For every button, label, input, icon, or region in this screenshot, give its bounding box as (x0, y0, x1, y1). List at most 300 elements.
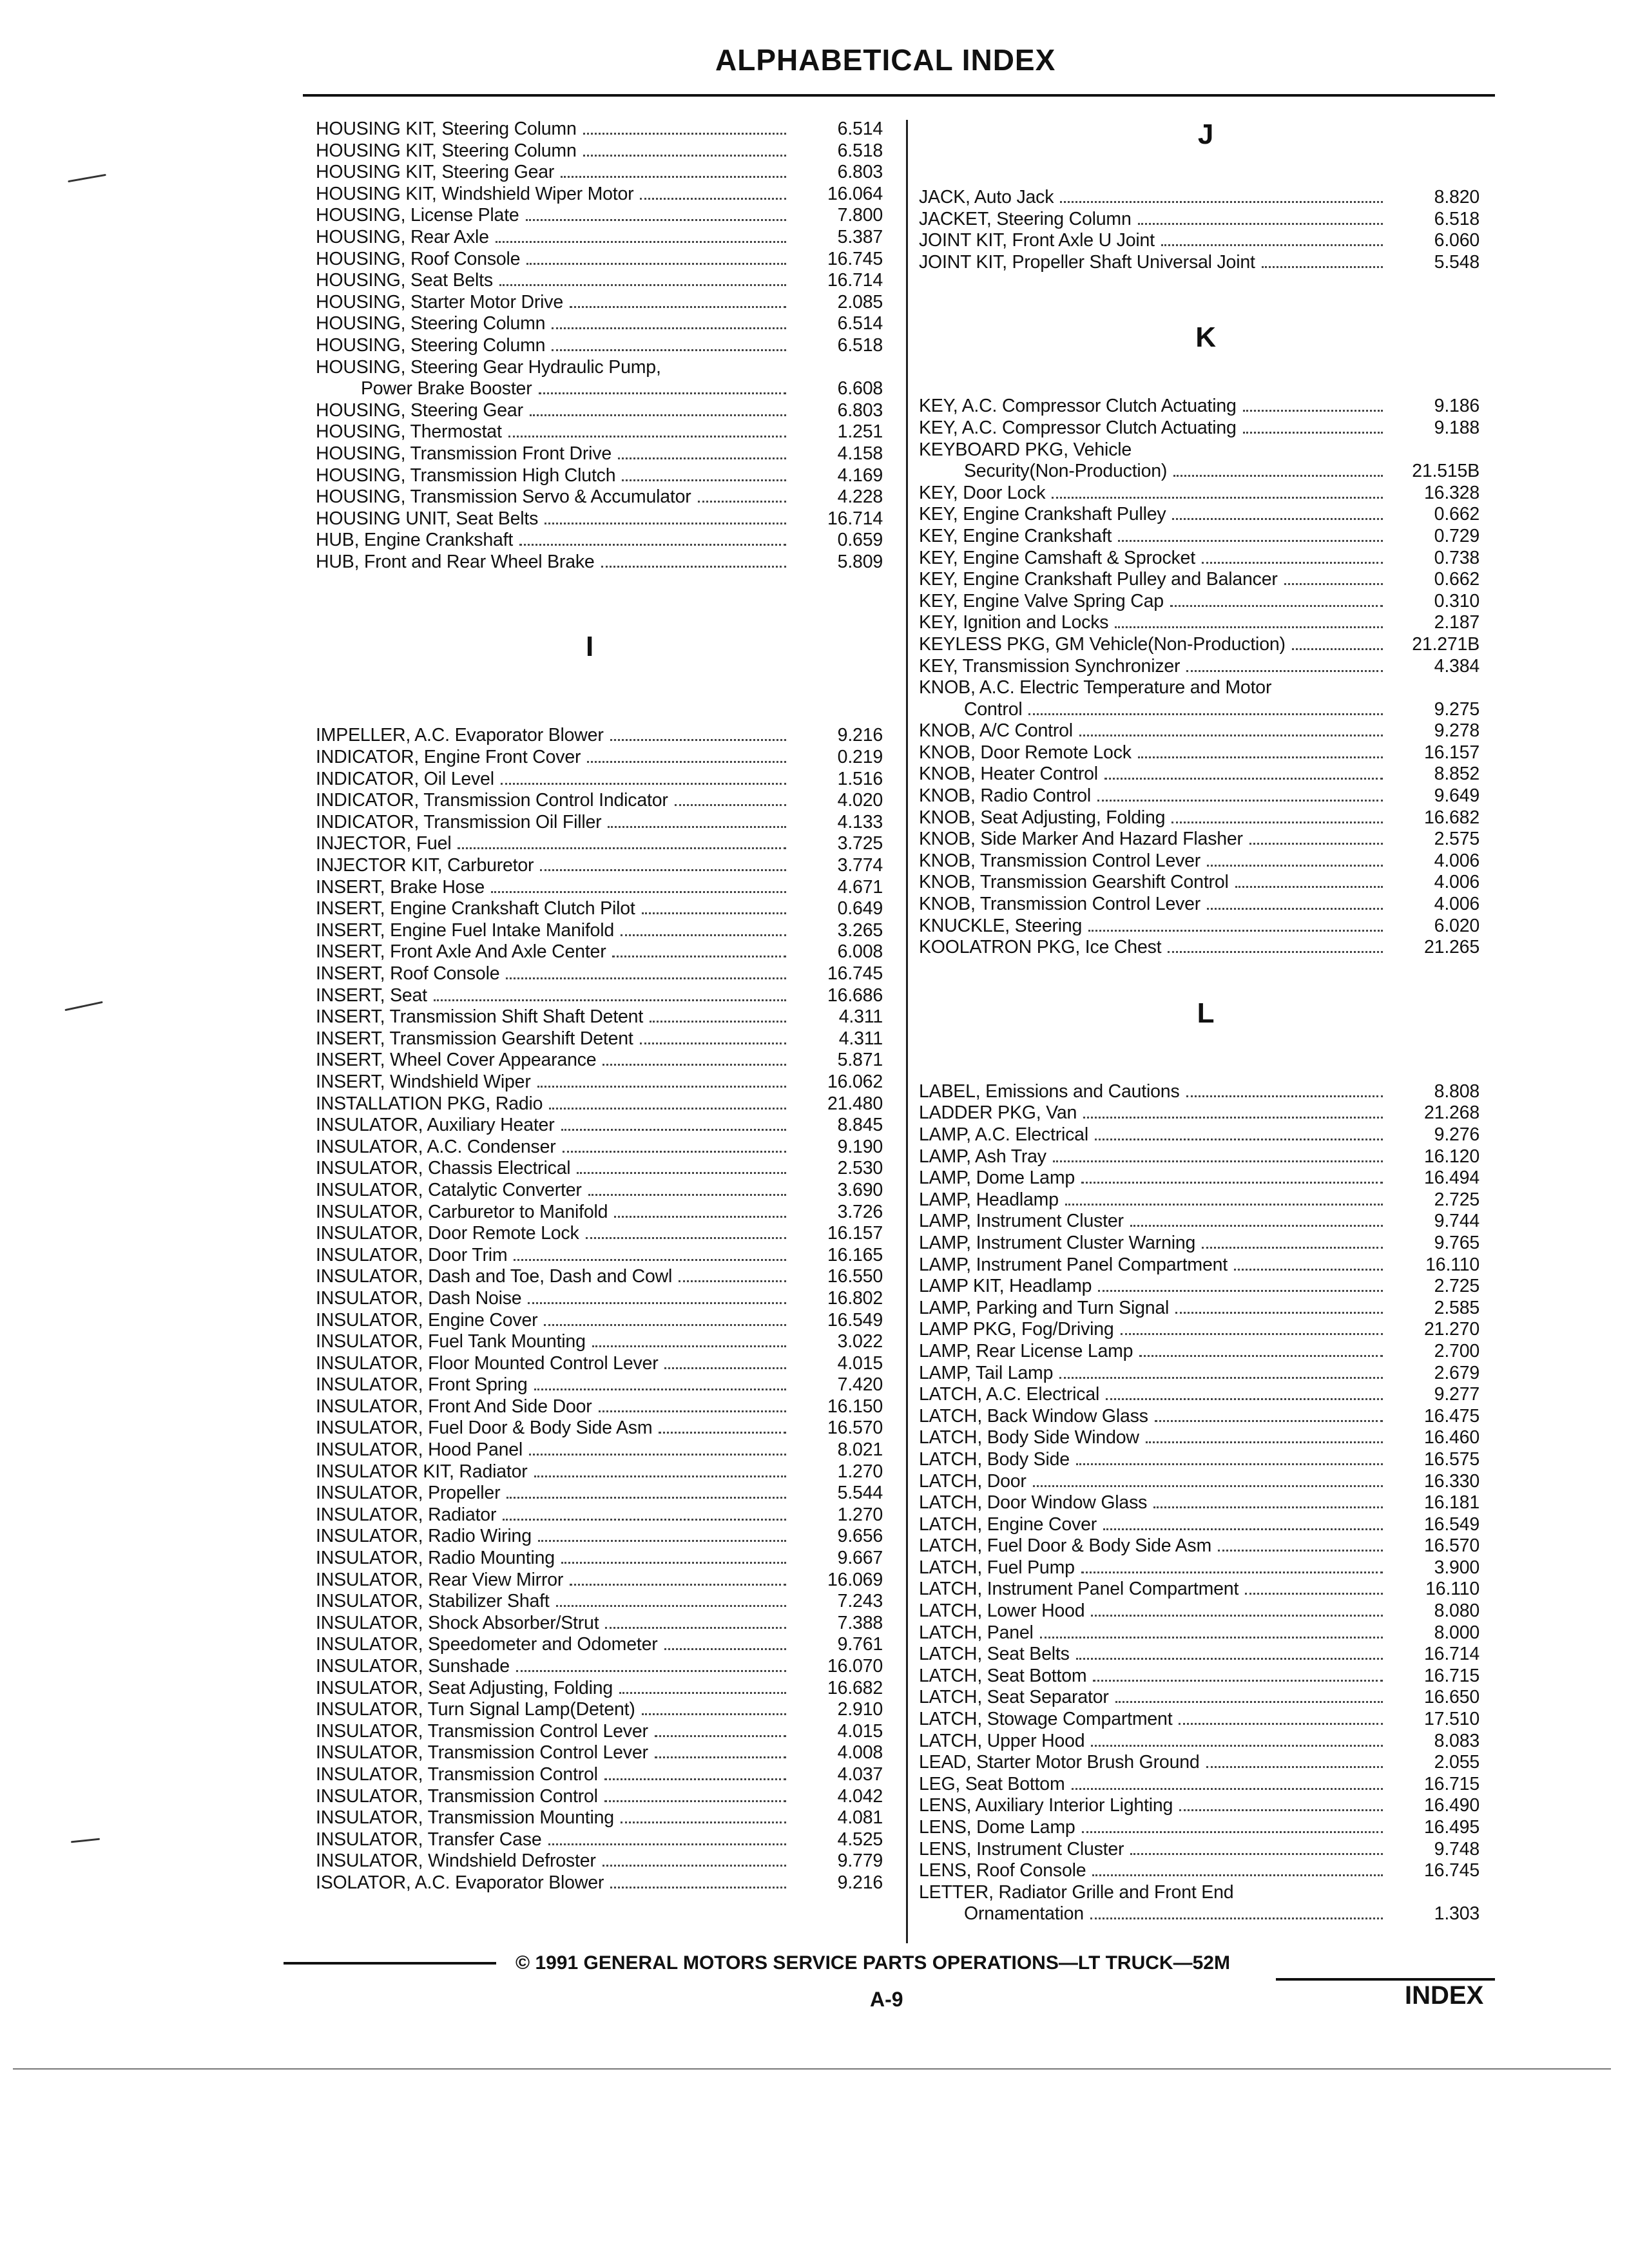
entry-name: INSULATOR, Stabilizer Shaft (316, 1591, 550, 1612)
scan-mark (64, 1001, 102, 1011)
entry-name: KEY, A.C. Compressor Clutch Actuating (919, 417, 1237, 438)
leader-dots (587, 761, 786, 763)
leader-dots (1168, 951, 1383, 953)
index-entry (919, 1189, 1499, 1211)
leader-dots (1098, 1290, 1383, 1292)
leader-dots (1202, 1247, 1383, 1249)
leader-dots (1173, 475, 1383, 477)
leader-dots (548, 1843, 786, 1845)
index-entry (316, 790, 883, 812)
index-entry (316, 270, 883, 292)
entry-page: 3.900 (1434, 1557, 1480, 1578)
section-label: INDEX (1405, 1981, 1484, 2010)
index-entry (316, 1050, 883, 1072)
entry-page: 21.480 (827, 1093, 883, 1114)
index-entry (919, 1731, 1499, 1753)
entry-page: 16.745 (827, 963, 883, 984)
entry-page: 4.006 (1434, 894, 1480, 915)
entry-name: HOUSING, Transmission High Clutch (316, 465, 616, 486)
leader-dots (1186, 1095, 1383, 1097)
entry-page: 21.270 (1424, 1319, 1480, 1340)
leader-dots (1161, 244, 1383, 246)
entry-page: 9.761 (837, 1634, 883, 1655)
index-entry (919, 461, 1499, 483)
entry-name: KEY, Engine Camshaft & Sprocket (919, 547, 1195, 568)
entry-page: 16.745 (827, 248, 883, 269)
entry-page: 6.514 (837, 119, 883, 139)
index-entry (316, 313, 883, 335)
letter-heading: L (1197, 997, 1215, 1029)
entry-name: KNUCKLE, Steering (919, 915, 1083, 936)
entry-page: 6.008 (837, 941, 883, 963)
entry-name: KEY, A.C. Compressor Clutch Actuating (919, 396, 1237, 417)
entry-name: LAMP PKG, Fog/Driving (919, 1319, 1114, 1340)
index-entry (316, 1310, 883, 1332)
index-entry (316, 920, 883, 942)
leader-dots (583, 155, 786, 157)
index-entry (919, 1644, 1499, 1666)
entry-page: 6.518 (1434, 208, 1480, 229)
entry-name: INSULATOR, Door Remote Lock (316, 1223, 579, 1244)
index-entry (316, 1093, 883, 1115)
leader-dots (1130, 1853, 1383, 1855)
entry-page: 4.133 (837, 811, 883, 832)
index-entry (316, 421, 883, 443)
entry-name: KEY, Engine Crankshaft Pulley (919, 504, 1166, 525)
entry-page: 4.311 (838, 1006, 883, 1028)
index-entry (316, 1678, 883, 1700)
entry-name: INSULATOR, Radio Mounting (316, 1548, 555, 1569)
entry-name: INSULATOR, Windshield Defroster (316, 1850, 596, 1872)
entry-page: 3.726 (837, 1201, 883, 1222)
entry-name: INJECTOR KIT, Carburetor (316, 855, 534, 876)
entry-name: Control (964, 698, 1023, 720)
index-entry (919, 612, 1499, 634)
entry-page: 8.852 (1434, 764, 1480, 785)
index-entry (316, 833, 883, 855)
entry-page: 7.388 (837, 1612, 883, 1633)
leader-dots (1118, 540, 1383, 542)
leader-dots (612, 956, 786, 957)
index-entry (919, 187, 1499, 209)
bottom-scan-line (13, 2068, 1611, 2070)
leader-dots (458, 847, 786, 849)
entry-page: 16.328 (1424, 482, 1480, 503)
entry-name: INSULATOR, Radio Wiring (316, 1526, 532, 1547)
entry-name: Power Brake Booster (361, 378, 532, 399)
leader-dots (526, 263, 786, 265)
entry-name: INSERT, Roof Console (316, 963, 500, 984)
entry-name: INSULATOR, Front And Side Door (316, 1396, 592, 1417)
entry-page: 4.015 (837, 1720, 883, 1742)
index-entry (919, 1449, 1499, 1471)
entry-name: INDICATOR, Transmission Control Indicator (316, 790, 668, 811)
entry-name: INSULATOR, Radiator (316, 1504, 497, 1525)
leader-dots (1072, 1788, 1383, 1790)
index-entry (316, 552, 883, 573)
entry-page: 1.270 (837, 1461, 883, 1482)
leader-dots (1097, 800, 1383, 802)
entry-page: 16.064 (827, 183, 883, 204)
index-entry (919, 230, 1499, 252)
entry-name: INJECTOR, Fuel (316, 833, 452, 854)
index-entry (919, 1124, 1499, 1146)
leader-dots (698, 501, 786, 503)
entry-name: HOUSING, Transmission Front Drive (316, 443, 612, 464)
leader-dots (563, 1151, 786, 1153)
leader-dots (619, 1692, 786, 1694)
entry-page: 6.803 (837, 162, 883, 183)
leader-dots (1052, 497, 1383, 499)
title-rule (303, 94, 1495, 97)
index-entry (919, 209, 1499, 231)
index-entry (316, 357, 883, 379)
entry-page: 16.549 (1424, 1514, 1480, 1535)
leader-dots (1088, 930, 1383, 932)
entry-page: 16.802 (827, 1287, 883, 1309)
entry-name: LAMP, Tail Lamp (919, 1362, 1054, 1383)
entry-name: JACKET, Steering Column (919, 208, 1132, 229)
leader-dots (602, 1064, 786, 1066)
index-entry (919, 439, 1499, 461)
leader-dots (506, 977, 786, 979)
entry-name: LATCH, A.C. Electrical (919, 1384, 1100, 1405)
entry-page: 3.265 (837, 919, 883, 941)
entry-name: LEAD, Starter Motor Brush Ground (919, 1752, 1200, 1773)
entry-page: 1.303 (1434, 1903, 1480, 1925)
entry-name: HOUSING, Seat Belts (316, 270, 493, 291)
leader-dots (642, 1713, 786, 1715)
leader-dots (640, 198, 786, 200)
leader-dots (1106, 1398, 1383, 1400)
index-entry (316, 1266, 883, 1288)
entry-page: 16.181 (1424, 1492, 1480, 1514)
entry-page: 4.671 (837, 876, 883, 898)
leader-dots (1138, 223, 1383, 225)
entry-name: LAMP, Instrument Cluster Warning (919, 1232, 1196, 1253)
entry-name: HOUSING, License Plate (316, 205, 519, 226)
letter-heading: I (585, 631, 594, 663)
entry-page: 8.820 (1434, 187, 1480, 207)
leader-dots (499, 284, 786, 286)
entry-page: 6.020 (1434, 915, 1480, 936)
leader-dots (561, 1562, 786, 1564)
entry-name: LAMP, Ash Tray (919, 1146, 1046, 1167)
entry-name: KNOB, Transmission Control Lever (919, 894, 1201, 915)
leader-dots (1175, 1312, 1383, 1314)
entry-page: 16.120 (1424, 1146, 1480, 1167)
entry-page: 2.575 (1434, 829, 1480, 850)
leader-dots (538, 1540, 786, 1542)
entry-page: 16.110 (1425, 1579, 1480, 1600)
entry-name: INSERT, Front Axle And Axle Center (316, 941, 606, 963)
entry-page: 9.216 (837, 1872, 883, 1893)
leader-dots (664, 1648, 786, 1650)
entry-name: INSULATOR, Door Trim (316, 1244, 508, 1265)
entry-name: INSERT, Seat (316, 985, 427, 1006)
entry-name: KEY, Door Lock (919, 482, 1046, 503)
leader-dots (1179, 1723, 1383, 1725)
entry-page: 6.803 (837, 399, 883, 421)
entry-name: IMPELLER, A.C. Evaporator Blower (316, 725, 604, 746)
leader-dots (506, 1497, 786, 1499)
entry-page: 6.514 (837, 313, 883, 334)
entry-page: 16.714 (1424, 1644, 1480, 1665)
leader-dots (1234, 1269, 1383, 1271)
leader-dots (434, 999, 786, 1001)
index-entry (316, 335, 883, 357)
index-entry (919, 1817, 1499, 1839)
entry-name: LABEL, Emissions and Cautions (919, 1081, 1180, 1102)
entry-name: LATCH, Seat Bottom (919, 1665, 1087, 1686)
entry-name: KEY, Engine Crankshaft (919, 525, 1112, 546)
index-entry (919, 1514, 1499, 1536)
index-entry (316, 1418, 883, 1439)
leader-dots (1091, 1615, 1383, 1617)
leader-dots (534, 1475, 786, 1477)
entry-page: 21.268 (1424, 1102, 1480, 1124)
leader-dots (1207, 908, 1383, 910)
entry-name: KNOB, Door Remote Lock (919, 742, 1132, 763)
entry-name: HOUSING, Steering Column (316, 313, 546, 334)
entry-page: 16.570 (1424, 1535, 1480, 1557)
index-entry (316, 1331, 883, 1353)
leader-dots (664, 1367, 786, 1369)
entry-page: 9.276 (1434, 1124, 1480, 1145)
index-entry (919, 1276, 1499, 1298)
leader-dots (622, 479, 786, 481)
index-entry (316, 1439, 883, 1461)
entry-name: LAMP, Parking and Turn Signal (919, 1297, 1170, 1318)
leader-dots (604, 1800, 786, 1802)
index-entry (316, 227, 883, 249)
entry-name: HOUSING, Transmission Servo & Accumulator (316, 486, 691, 508)
leader-dots (1243, 432, 1383, 434)
index-entry (316, 443, 883, 465)
entry-name: KNOB, Transmission Control Lever (919, 850, 1201, 871)
entry-page: 2.700 (1434, 1340, 1480, 1361)
leader-dots (496, 241, 786, 243)
index-entry (316, 1872, 883, 1894)
entry-name: HOUSING, Rear Axle (316, 226, 489, 247)
entry-page: 16.495 (1424, 1817, 1480, 1838)
leader-dots (621, 1821, 786, 1823)
leader-dots (1104, 778, 1383, 780)
leader-dots (1083, 1117, 1383, 1119)
leader-dots (642, 912, 786, 914)
index-entry (316, 249, 883, 271)
index-entry (919, 1233, 1499, 1254)
leader-dots (1076, 1463, 1383, 1465)
entry-name: LAMP, A.C. Electrical (919, 1124, 1088, 1145)
leader-dots (1065, 1204, 1383, 1206)
entry-name: LATCH, Seat Belts (919, 1644, 1070, 1665)
entry-page: 17.510 (1424, 1709, 1480, 1730)
entry-name: LATCH, Door Window Glass (919, 1492, 1148, 1514)
index-entry (316, 1115, 883, 1137)
entry-page: 16.715 (1424, 1665, 1480, 1686)
entry-name: HUB, Front and Rear Wheel Brake (316, 551, 595, 572)
entry-name: INSULATOR, Auxiliary Heater (316, 1115, 555, 1136)
leader-dots (1028, 713, 1383, 715)
index-entry (919, 1535, 1499, 1557)
entry-page: 7.420 (837, 1374, 883, 1396)
index-entry (316, 119, 883, 140)
entry-page: 0.738 (1434, 547, 1480, 568)
leader-dots (519, 544, 786, 546)
leader-dots (601, 566, 786, 568)
leader-dots (592, 1345, 786, 1347)
entry-name: LATCH, Body Side (919, 1448, 1070, 1470)
entry-name: INSULATOR, A.C. Condenser (316, 1136, 556, 1157)
leader-dots (530, 414, 786, 416)
entry-page: 2.055 (1434, 1752, 1480, 1773)
entry-name: INSERT, Engine Fuel Intake Manifold (316, 919, 614, 941)
entry-name: KEYLESS PKG, GM Vehicle(Non-Production) (919, 633, 1286, 655)
entry-page: 4.042 (837, 1785, 883, 1807)
index-entry (316, 1245, 883, 1267)
entry-name: INSULATOR, Transfer Case (316, 1829, 542, 1850)
index-entry (919, 1839, 1499, 1861)
entry-name: HOUSING, Thermostat (316, 421, 502, 443)
index-entry (316, 1353, 883, 1375)
leader-dots (1091, 1745, 1383, 1747)
entry-page: 6.518 (837, 334, 883, 356)
leader-dots (605, 1627, 786, 1629)
index-entry (316, 140, 883, 162)
entry-page: 8.080 (1434, 1600, 1480, 1622)
entry-name: HOUSING, Steering Gear (316, 399, 523, 421)
leader-dots (1121, 1333, 1383, 1335)
leader-dots (1115, 626, 1383, 628)
entry-name: INSULATOR, Front Spring (316, 1374, 528, 1396)
index-entry (316, 1072, 883, 1093)
leader-dots (618, 457, 786, 459)
entry-name: KOOLATRON PKG, Ice Chest (919, 937, 1162, 958)
entry-name: INSERT, Brake Hose (316, 876, 485, 898)
index-entry (919, 807, 1499, 829)
index-entry (919, 1211, 1499, 1233)
entry-name: LATCH, Fuel Door & Body Side Asm (919, 1535, 1211, 1557)
leader-dots (1092, 1874, 1383, 1876)
entry-page: 1.270 (837, 1504, 883, 1525)
column-divider (906, 120, 908, 1943)
entry-name: HOUSING, Steering Gear Hydraulic Pump, (316, 356, 661, 378)
entry-name: LATCH, Door (919, 1470, 1027, 1492)
entry-name: LATCH, Stowage Compartment (919, 1709, 1173, 1730)
index-entry (316, 162, 883, 184)
entry-page: 4.081 (837, 1807, 883, 1829)
entry-page: 16.150 (827, 1396, 883, 1417)
index-entry (316, 486, 883, 508)
entry-page: 4.169 (837, 465, 883, 486)
entry-name: KNOB, Radio Control (919, 785, 1092, 807)
leader-dots (556, 1605, 786, 1607)
entry-name: LENS, Dome Lamp (919, 1817, 1075, 1838)
index-entry (919, 872, 1499, 894)
leader-dots (655, 1756, 786, 1758)
entry-page: 9.744 (1434, 1211, 1480, 1232)
leader-dots (599, 1410, 786, 1412)
index-entry (919, 720, 1499, 742)
leader-dots (561, 1129, 786, 1131)
entry-page: 9.277 (1434, 1384, 1480, 1405)
entry-name: INSULATOR, Carburetor to Manifold (316, 1201, 608, 1222)
entry-name: INSERT, Transmission Gearshift Detent (316, 1028, 633, 1049)
leader-dots (655, 1735, 786, 1737)
leader-dots (514, 1259, 786, 1261)
entry-page: 16.714 (827, 508, 883, 529)
leader-dots (604, 1778, 786, 1780)
index-entry (316, 1742, 883, 1764)
leader-dots (528, 1302, 786, 1304)
index-entry (316, 985, 883, 1007)
entry-name: INSULATOR, Speedometer and Odometer (316, 1634, 658, 1655)
leader-dots (534, 1389, 786, 1390)
entry-name: LENS, Auxiliary Interior Lighting (919, 1795, 1173, 1816)
entry-page: 4.384 (1434, 655, 1480, 677)
entry-page: 16.157 (1424, 742, 1480, 763)
entry-name: LATCH, Back Window Glass (919, 1405, 1148, 1427)
entry-page: 16.650 (1424, 1687, 1480, 1708)
entry-page: 6.518 (837, 140, 883, 161)
entry-name: INSULATOR, Shock Absorber/Strut (316, 1612, 599, 1633)
index-entry (919, 1384, 1499, 1406)
index-entry (316, 1699, 883, 1721)
entry-page: 21.515B (1412, 461, 1480, 482)
entry-page: 9.188 (1434, 417, 1480, 438)
entry-page: 16.069 (827, 1569, 883, 1590)
leader-dots (1235, 886, 1383, 888)
index-entry (316, 1591, 883, 1613)
leader-dots (640, 1043, 786, 1044)
index-entry (919, 418, 1499, 439)
entry-page: 9.216 (837, 725, 883, 746)
index-entry (919, 1752, 1499, 1774)
leader-dots (1059, 1377, 1383, 1379)
entry-page: 9.779 (837, 1850, 883, 1872)
entry-name: INSULATOR, Hood Panel (316, 1439, 523, 1461)
entry-name: INSULATOR, Transmission Control Lever (316, 1720, 648, 1742)
entry-page: 5.387 (837, 226, 883, 247)
leader-dots (1060, 201, 1383, 203)
entry-page: 0.310 (1434, 590, 1480, 611)
index-entry (316, 205, 883, 227)
leader-dots (1079, 735, 1383, 736)
entry-name: INSULATOR, Transmission Control Lever (316, 1742, 648, 1763)
index-entry (919, 569, 1499, 591)
index-entry (919, 526, 1499, 548)
entry-name: INSULATOR, Engine Cover (316, 1309, 538, 1331)
index-entry (919, 1666, 1499, 1687)
leader-dots (552, 327, 786, 329)
entry-page: 3.774 (837, 855, 883, 876)
entry-name: KNOB, Side Marker And Hazard Flasher (919, 829, 1243, 850)
entry-name: LATCH, Instrument Panel Compartment (919, 1579, 1239, 1600)
leader-dots (561, 176, 786, 178)
index-entry (316, 1223, 883, 1245)
index-entry (919, 829, 1499, 850)
entry-page: 3.725 (837, 833, 883, 854)
leader-dots (1243, 410, 1383, 412)
footer-rule-right (1276, 1978, 1495, 1981)
entry-page: 8.083 (1434, 1730, 1480, 1751)
index-entry (316, 184, 883, 206)
entry-name: HOUSING KIT, Steering Column (316, 140, 577, 161)
entry-page: 0.662 (1434, 569, 1480, 590)
leader-dots (608, 826, 786, 828)
leader-dots (679, 1280, 786, 1282)
